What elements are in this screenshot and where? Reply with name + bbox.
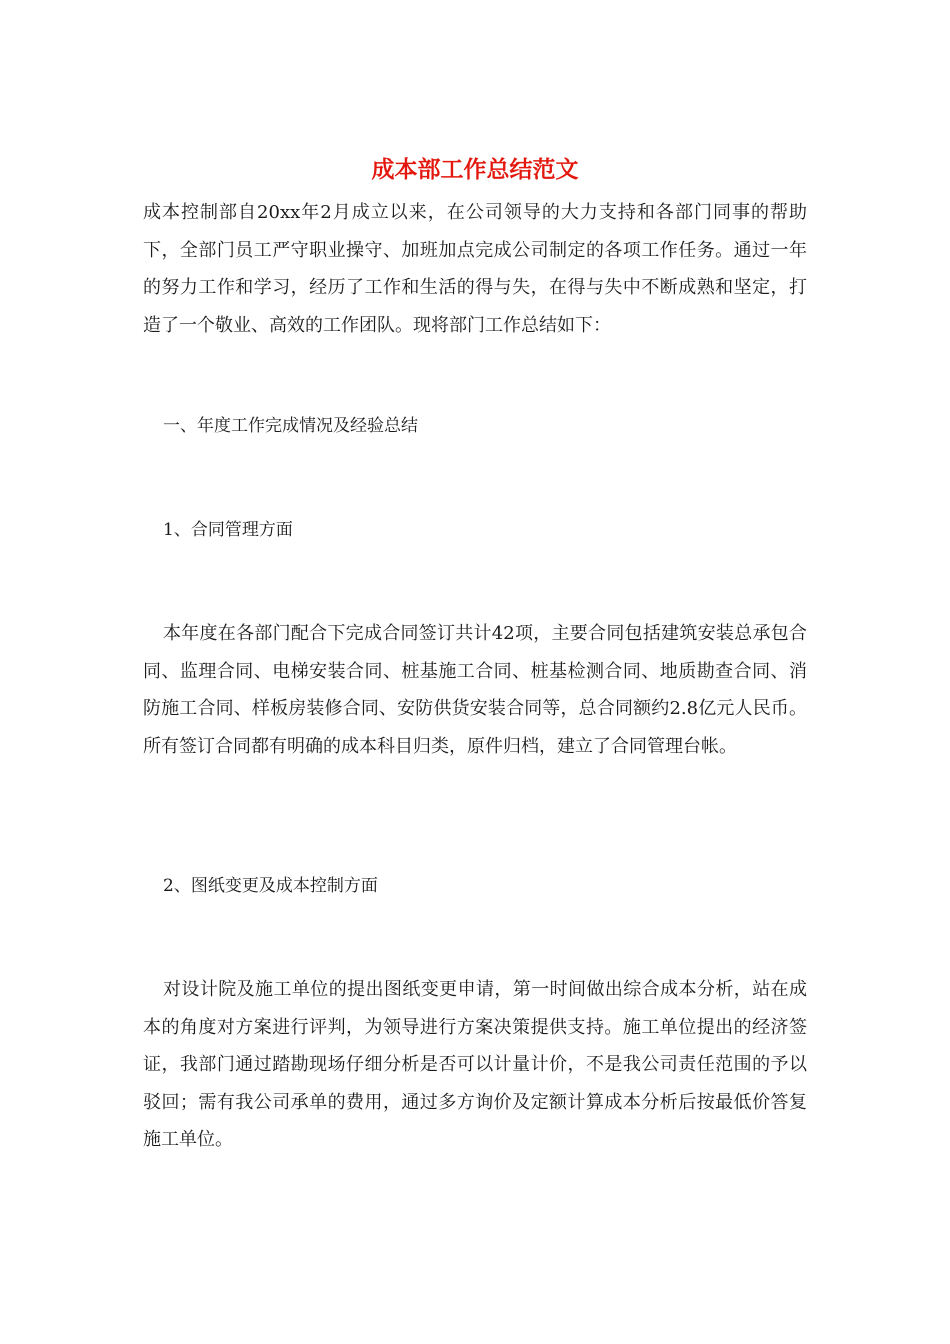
intro-paragraph: 成本控制部自20xx年2月成立以来，在公司领导的大力支持和各部门同事的帮助下，全部门员工严守职业操守、加班加点完成公司制定的各项工作任务。通过一年的努力工作和学习，经历了工作和生活的得与失，在得与失中不断成熟和坚定，打造了一个敬业、高效的工作团队。现将部门工作总结如下： <box>143 202 807 336</box>
subsection-heading-drawing: 2、图纸变更及成本控制方面 <box>163 876 378 896</box>
contract-paragraph: 本年度在各部门配合下完成合同签订共计42项，主要合同包括建筑安装总承包合同、监理合同、电梯安装合同、桩基施工合同、桩基检测合同、地质勘查合同、消防施工合同、样板房装修合同、安防供货安装合同等，总合同额约2.8亿元人民币。所有签订合同都有明确的成本科目归类，原件归档，建立了合同管理台帐。 <box>143 623 807 757</box>
document-title: 成本部工作总结范文 <box>371 156 579 183</box>
drawing-paragraph: 对设计院及施工单位的提出图纸变更申请，第一时间做出综合成本分析，站在成本的角度对方案进行评判，为领导进行方案决策提供支持。施工单位提出的经济签证，我部门通过踏勘现场仔细分析是否可以计量计价，不是我公司责任范围的予以驳回；需有我公司承单的费用，通过多方询价及定额计算成本分析后按最低价答复施工单位。 <box>143 979 807 1150</box>
section-heading-1: 一、年度工作完成情况及经验总结 <box>163 416 418 436</box>
subsection-heading-contract: 1、合同管理方面 <box>163 520 293 540</box>
